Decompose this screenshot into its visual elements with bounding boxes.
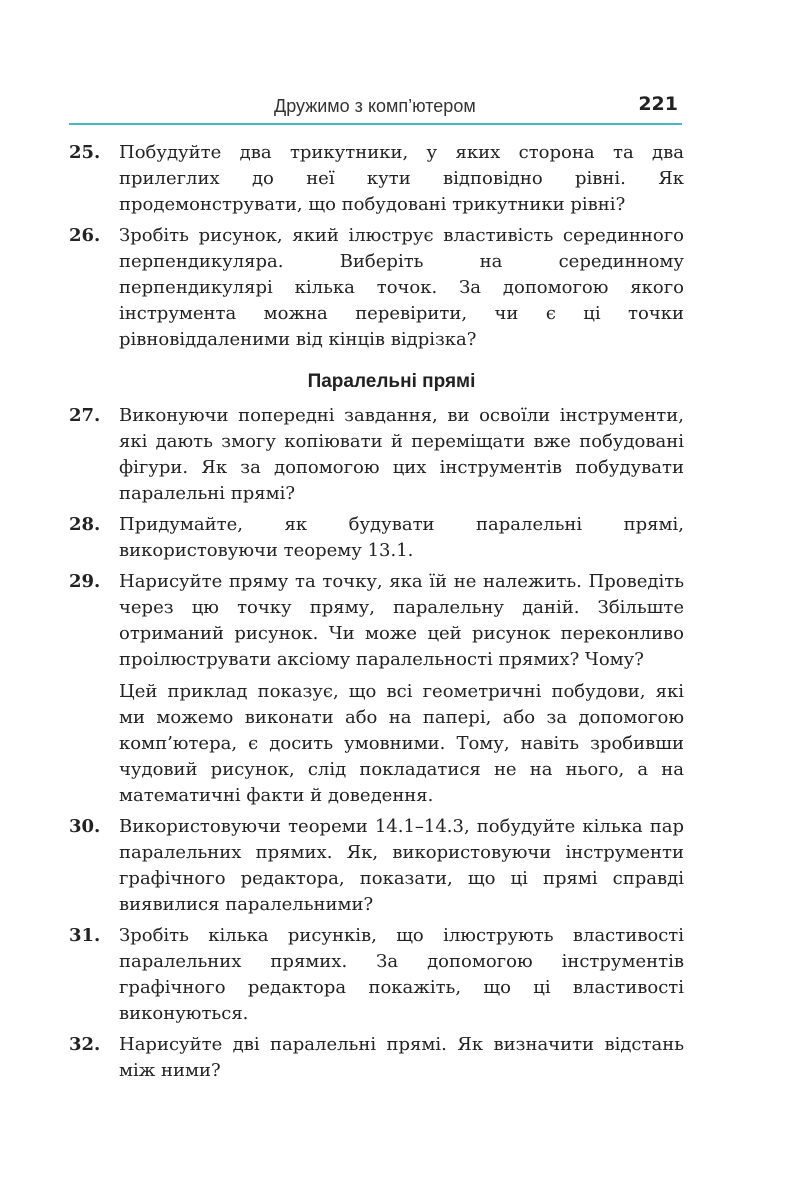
problem-30 [69, 814, 684, 918]
problem-number: 27. [69, 405, 101, 426]
problem-text: Нарисуйте дві паралельні прямі. Як визначити відстань між ними? [119, 1034, 684, 1081]
problem-number: 31. [69, 925, 101, 946]
page-header [69, 86, 682, 125]
problem-27 [69, 403, 684, 507]
section-title: Паралельні прямі [307, 371, 476, 392]
problem-text: Зробіть кілька рисунків, що ілюструють властивості паралельних прямих. За допомогою інструментів графічного редактора покажіть, що ці властивості виконуються. [119, 925, 684, 1024]
problem-number: 29. [69, 571, 101, 592]
problem-number: 26. [69, 225, 101, 246]
problem-28 [69, 512, 684, 564]
problem-25 [69, 140, 684, 218]
problem-number: 32. [69, 1034, 101, 1055]
problem-number: 28. [69, 514, 101, 535]
problem-29 [69, 569, 684, 673]
running-title: Дружимо з комп’ютером [274, 96, 476, 116]
problem-text: Побудуйте два трикутники, у яких сторона та два прилеглих до неї кути відповідно рівні. Як продемонструвати, що побудовані трикутники рівні? [119, 142, 684, 215]
problem-31 [69, 923, 684, 1027]
page-content [69, 140, 684, 1089]
note-paragraph: Цей приклад показує, що всі геометричні побудови, які ми можемо виконати або на папері, або за допомогою комп’ютера, є досить умовними. Тому, навіть зробивши чудовий рисунок, слід покладатися не на нього, а на математичні факти й доведення. [119, 681, 684, 806]
problem-32 [69, 1032, 684, 1084]
problem-text: Зробіть рисунок, який ілюструє властивість серединного перпендикуляра. Виберіть на серединному перпендикулярі кілька точок. За допомогою якого інструмента можна перевірити, чи є ці точки рівновіддаленими від кінців відрізка? [119, 225, 684, 350]
problem-number: 25. [69, 142, 101, 163]
problem-number: 30. [69, 816, 101, 837]
problem-text: Використовуючи теореми 14.1–14.3, побудуйте кілька пар паралельних прямих. Як, використовуючи інструменти графічного редактора, показати, що ці прямі справді виявилися паралельними? [119, 816, 684, 915]
page-number: 221 [638, 93, 678, 115]
problem-text: Придумайте, як будувати паралельні прямі, використовуючи теорему 13.1. [119, 514, 684, 561]
problem-text: Виконуючи попередні завдання, ви освоїли інструменти, які дають змогу копіювати й переміщати вже побудовані фігури. Як за допомогою цих інструментів побудувати паралельні прямі? [119, 405, 684, 504]
problem-26 [69, 223, 684, 353]
problem-text: Нарисуйте пряму та точку, яка їй не належить. Проведіть через цю точку пряму, паралельну даній. Збільште отриманий рисунок. Чи може цей рисунок переконливо проілюструвати аксіому паралельності прямих? Чому? [119, 571, 684, 670]
